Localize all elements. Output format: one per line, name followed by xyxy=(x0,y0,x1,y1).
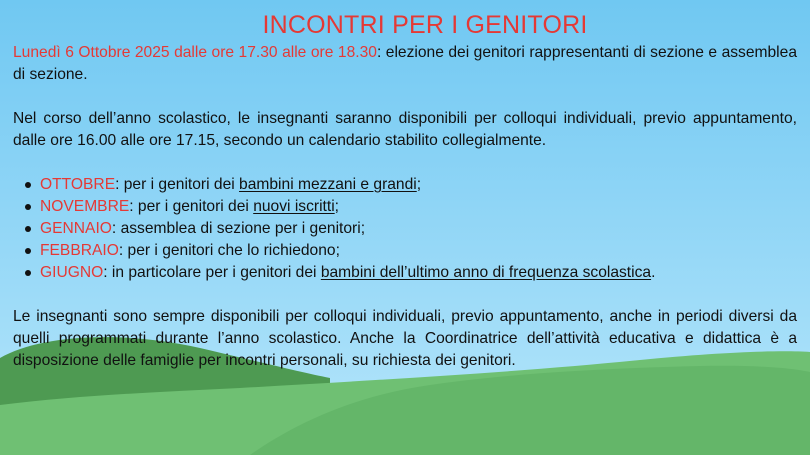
meeting-description: : elezione dei genitori rappresentanti di sezione e assemblea di sezione. xyxy=(13,44,797,83)
closing-paragraph: Le insegnanti sono sempre disponibili per colloqui individuali, previo appuntamento, anche in periodi diversi da quelli programmati durante l’anno scolastico. Anche la Coordinatrice dell’attività educativa e didattica è a disposizione delle famiglie per incontri personali, su richiesta dei genitori. xyxy=(13,308,797,369)
month-underlined-text: nuovi iscritti xyxy=(253,198,335,215)
list-item xyxy=(40,240,797,262)
spacer xyxy=(13,86,797,108)
month-text-end: ; xyxy=(416,176,422,193)
month-text: : per i genitori dei xyxy=(129,198,254,215)
month-label: OTTOBRE xyxy=(40,176,116,193)
month-underlined-text: bambini mezzani e grandi xyxy=(239,176,417,193)
list-item xyxy=(40,196,797,218)
month-text-end: . xyxy=(651,264,656,281)
month-underlined-text: bambini dell’ultimo anno di frequenza scolastica xyxy=(320,264,652,281)
page-title: INCONTRI PER I GENITORI xyxy=(262,11,588,39)
month-label: GIUGNO xyxy=(40,264,104,281)
month-text: : per i genitori che lo richiedono; xyxy=(118,242,340,259)
spacer xyxy=(13,284,797,306)
availability-paragraph: Nel corso dell’anno scolastico, le insegnanti saranno disponibili per colloqui individuali, previo appuntamento, dalle ore 16.00 alle ore 17.15, secondo un calendario stabilito collegialmente. xyxy=(13,110,797,149)
month-text-end: ; xyxy=(334,198,340,215)
month-label: NOVEMBRE xyxy=(40,198,130,215)
meeting-date-time: Lunedì 6 Ottobre 2025 dalle ore 17.30 alle ore 18.30 xyxy=(13,44,377,61)
list-item xyxy=(40,218,797,240)
month-text: : assemblea di sezione per i genitori; xyxy=(111,220,366,237)
meeting-paragraph xyxy=(13,42,797,86)
month-text: : per i genitori dei xyxy=(115,176,240,193)
months-list xyxy=(13,174,797,284)
middle-hill xyxy=(250,366,810,455)
spacer xyxy=(13,152,797,174)
month-text: : in particolare per i genitori dei xyxy=(103,264,321,281)
month-label: GENNAIO xyxy=(40,220,112,237)
content-area xyxy=(13,10,797,372)
month-label: FEBBRAIO xyxy=(40,242,119,259)
list-item xyxy=(40,262,797,284)
list-item xyxy=(40,174,797,196)
